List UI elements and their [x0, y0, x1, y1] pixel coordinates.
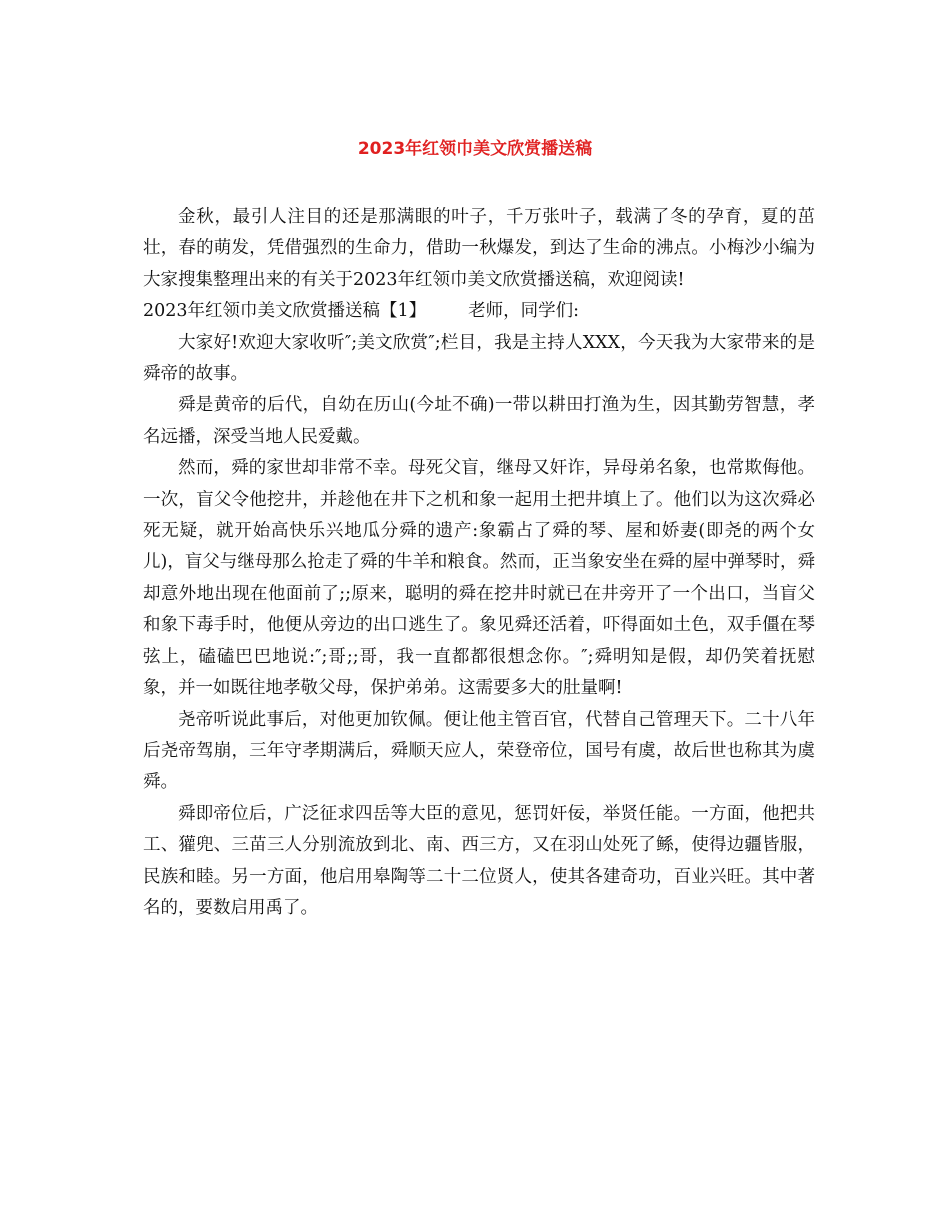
paragraph-3: 然而，舜的家世却非常不幸。母死父盲，继母又奸诈，异母弟名象，也常欺侮他。一次，盲父令他挖井，并趁他在井下之机和象一起用土把井填上了。他们以为这次舜必死无疑，就开始高快乐兴地瓜分舜的遗产:象霸占了舜的琴、屋和娇妻(即尧的两个女儿)，盲父与继母那么抢走了舜的牛羊和粮食。然而，正当象安坐在舜的屋中弹琴时，舜却意外地出现在他面前了;;原来，聪明的舜在挖井时就已在井旁开了一个出口，当盲父和象下毒手时，他便从旁边的出口逃生了。象见舜还活着，吓得面如土色，双手僵在琴弦上，磕磕巴巴地说:″;哥;;哥，我一直都都很想念你。″;舜明知是假，却仍笑着抚慰象，并一如既往地孝敬父母，保护弟弟。这需要多大的肚量啊! [143, 458, 815, 699]
paragraph-5: 舜即帝位后，广泛征求四岳等大臣的意见，惩罚奸佞，举贤任能。一方面，他把共工、獾兜、三苗三人分别流放到北、南、西三方，又在羽山处死了鲧，使得边疆皆服，民族和睦。另一方面，他启用皋陶等二十二位贤人，使其各建奇功，百业兴旺。其中著名的，要数启用禹了。 [143, 803, 815, 918]
intro-paragraph: 金秋，最引人注目的还是那满眼的叶子，千万张叶子，载满了冬的孕育，夏的茁壮，春的萌发，凭借强烈的生命力，借助一秋爆发，到达了生命的沸点。小梅沙小编为大家搜集整理出来的有关于2023年红领巾美文欣赏播送稿，欢迎阅读! [143, 207, 815, 290]
paragraph-1: 大家好!欢迎大家收听″;美文欣赏″;栏目，我是主持人XXX，今天我为大家带来的是舜帝的故事。 [143, 332, 815, 385]
document-body [143, 202, 815, 924]
document-title: 2023年红领巾美文欣赏播送稿 [357, 139, 593, 159]
heading-line [143, 296, 815, 327]
paragraph-4: 尧帝听说此事后，对他更加钦佩。便让他主管百官，代替自己管理天下。二十八年后尧帝驾崩，三年守孝期满后，舜顺天应人，荣登帝位，国号有虞，故后世也称其为虞舜。 [143, 709, 815, 793]
greeting: 老师，同学们: [468, 301, 580, 322]
section-heading: 2023年红领巾美文欣赏播送稿【1】 [143, 301, 427, 322]
paragraph-2: 舜是黄帝的后代，自幼在历山(今址不确)一带以耕田打渔为生，因其勤劳智慧，孝名远播，深受当地人民爱戴。 [143, 395, 815, 447]
